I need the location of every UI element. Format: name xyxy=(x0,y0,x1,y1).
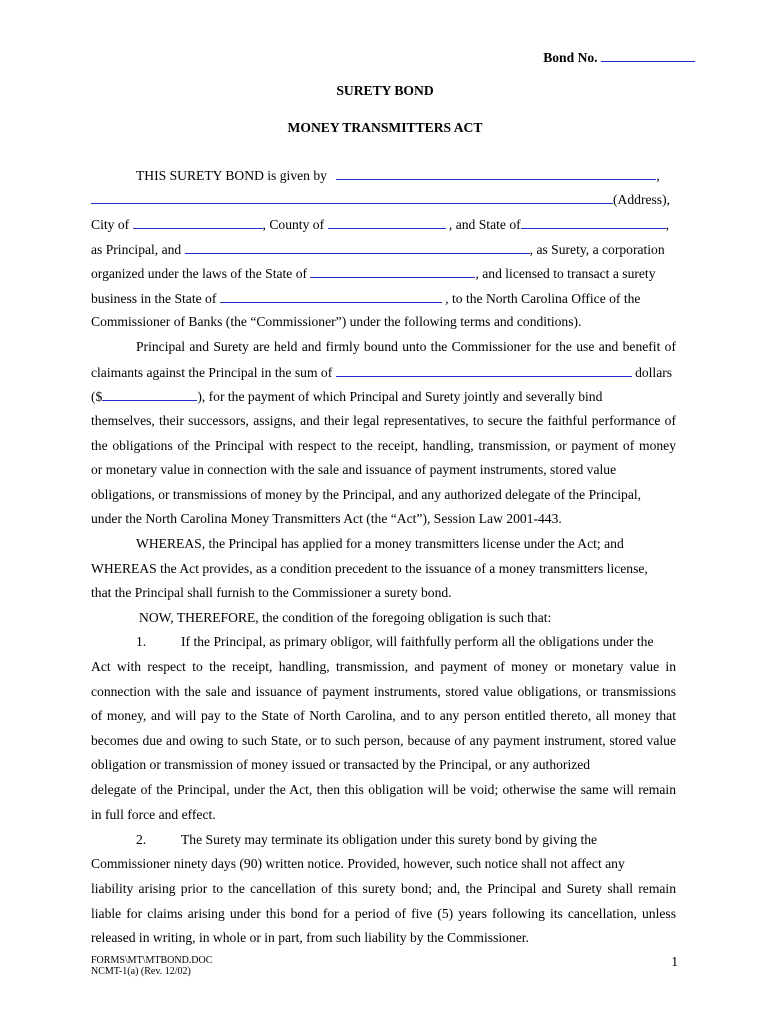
page-number: 1 xyxy=(671,954,678,969)
dollars-text: dollars xyxy=(635,365,673,380)
footer-form-number: NCMT-1(a) (Rev. 12/02) xyxy=(91,966,191,977)
bound-line-7: obligations, or transmissions of money by the Principal, and any authorized delegate of the Principal, xyxy=(91,487,642,502)
as-principal-text: as Principal, and xyxy=(91,242,182,257)
item-1-line-1 xyxy=(136,634,676,650)
city-field[interactable] xyxy=(133,216,263,229)
bound-line-2 xyxy=(91,364,676,381)
comma: , xyxy=(665,217,670,232)
bound-line-4: themselves, their successors, assigns, and their legal representatives, to secure the faithful performance of xyxy=(91,413,676,428)
address-label: (Address), xyxy=(613,192,671,207)
item-1-line-7: delegate of the Principal, under the Act, then this obligation will be void; otherwise the same will remain xyxy=(91,782,676,797)
item-1-line-4: of money, and will pay to the State of North Carolina, and to any person entitled thereto, all money that xyxy=(91,708,676,723)
business-state-field[interactable] xyxy=(220,290,442,303)
principal-name-field[interactable] xyxy=(336,167,656,180)
jointly-bind-text: ), for the payment of which Principal and Surety jointly and severally bind xyxy=(197,389,603,404)
item-1-number: 1. xyxy=(136,634,147,649)
item-2-line-2: Commissioner ninety days (90) written notice. Provided, however, such notice shall not affect any xyxy=(91,856,625,871)
sum-amount-field[interactable] xyxy=(102,388,197,401)
item-1-line-2: Act with respect to the receipt, handling, transmission, and payment of money or monetary value in xyxy=(91,659,676,674)
intro-line-4 xyxy=(91,241,676,258)
state-field[interactable] xyxy=(521,216,666,229)
item-2-line-4: liable for claims arising under this bond for a period of five (5) years following its cancellation, unless xyxy=(91,906,676,921)
item-2-text: The Surety may terminate its obligation under this surety bond by giving the xyxy=(181,832,598,847)
intro-line-6 xyxy=(91,290,676,307)
item-2-number: 2. xyxy=(136,832,147,847)
item-1-line-5: becomes due and owing to such State, or to such person, because of any payment instrument, stored value xyxy=(91,733,676,748)
intro-given-by-text: THIS SURETY BOND is given by xyxy=(136,168,327,183)
county-label: , County of xyxy=(262,217,325,232)
comma: , xyxy=(656,168,660,183)
bound-line-5: the obligations of the Principal with respect to the receipt, handling, transmission, or payment of money xyxy=(91,438,676,453)
item-1-line-3: connection with the sale and issuance of payment instruments, stored value obligations, or transmissions xyxy=(91,684,676,699)
as-surety-text: , as Surety, a corporation xyxy=(529,242,665,257)
bond-number-line xyxy=(543,49,695,66)
now-therefore-line: NOW, THEREFORE, the condition of the foregoing obligation is such that: xyxy=(139,610,552,625)
county-field[interactable] xyxy=(328,216,446,229)
intro-line-7: Commissioner of Banks (the “Commissioner”) under the following terms and conditions). xyxy=(91,314,582,329)
city-label: City of xyxy=(91,217,130,232)
item-1-line-8: in full force and effect. xyxy=(91,807,216,822)
item-2-line-3: liability arising prior to the cancellation of this surety bond; and, the Principal and Surety shall remain xyxy=(91,881,676,896)
bound-line-8: under the North Carolina Money Transmitters Act (the “Act”), Session Law 2001-443. xyxy=(91,511,562,526)
sum-of-text: claimants against the Principal in the sum of xyxy=(91,365,333,380)
whereas-line-3: that the Principal shall furnish to the Commissioner a surety bond. xyxy=(91,585,452,600)
intro-line-5 xyxy=(91,265,676,282)
document-title: SURETY BOND xyxy=(336,83,434,98)
dollar-sign: ($ xyxy=(91,389,103,404)
business-state-text: business in the State of xyxy=(91,291,217,306)
intro-line-2 xyxy=(91,191,676,208)
intro-line-1 xyxy=(136,167,676,184)
sum-words-field[interactable] xyxy=(336,364,632,377)
state-label: , and State of xyxy=(448,217,521,232)
item-2-line-5: released in writing, in whole or in part, from such liability by the Commissioner. xyxy=(91,930,529,945)
document-subtitle: MONEY TRANSMITTERS ACT xyxy=(287,120,483,135)
footer-file-path: FORMS\MT\MTBOND.DOC xyxy=(91,955,213,966)
to-nc-office-text: , to the North Carolina Office of the xyxy=(445,291,641,306)
licensed-text: , and licensed to transact a surety xyxy=(475,266,656,281)
bound-line-1: Principal and Surety are held and firmly bound unto the Commissioner for the use and benefit of xyxy=(136,339,676,354)
bound-line-3 xyxy=(91,388,676,405)
item-1-line-6: obligation or transmission of money issued or transacted by the Principal, or any authorized xyxy=(91,757,591,772)
bond-no-label: Bond No. xyxy=(543,50,598,65)
organized-under-text: organized under the laws of the State of xyxy=(91,266,308,281)
bound-line-6: or monetary value in connection with the sale and issuance of payment instruments, stored value xyxy=(91,462,617,477)
intro-line-3 xyxy=(91,216,676,233)
whereas-line-1: WHEREAS, the Principal has applied for a money transmitters license under the Act; and xyxy=(136,536,624,551)
incorporation-state-field[interactable] xyxy=(310,265,475,278)
item-1-text: If the Principal, as primary obligor, will faithfully perform all the obligations under the xyxy=(181,634,654,649)
surety-name-field[interactable] xyxy=(185,241,530,254)
bond-no-field[interactable] xyxy=(601,49,695,62)
item-2-line-1 xyxy=(136,832,676,848)
address-field[interactable] xyxy=(91,191,613,204)
whereas-line-2: WHEREAS the Act provides, as a condition precedent to the issuance of a money transmitters license, xyxy=(91,561,648,576)
